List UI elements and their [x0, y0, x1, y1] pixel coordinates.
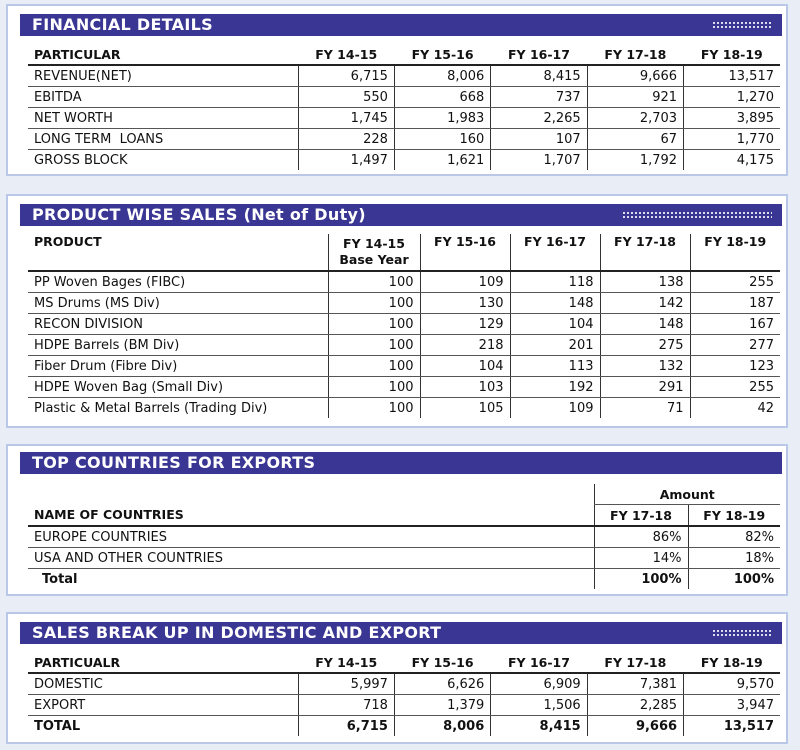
cell: 255 [690, 271, 780, 293]
table-row [28, 129, 780, 150]
cell: 18% [688, 548, 780, 569]
cell: 6,909 [491, 673, 587, 695]
cell: 100 [328, 293, 420, 314]
cell: 100 [328, 335, 420, 356]
column-header: FY 18-19 [688, 505, 780, 527]
cell: 123 [690, 356, 780, 377]
cell: 1,983 [394, 108, 490, 129]
cell: 9,570 [684, 673, 780, 695]
table-header-row [28, 505, 780, 527]
cell: 148 [510, 293, 600, 314]
cell: 105 [420, 398, 510, 419]
financial-details-table [28, 44, 780, 170]
row-label: REVENUE(NET) [28, 65, 298, 87]
table-row [28, 314, 780, 335]
cell: 109 [420, 271, 510, 293]
table-row [28, 293, 780, 314]
column-header: FY 15-16 [420, 234, 510, 271]
table-row [28, 271, 780, 293]
cell: 9,666 [587, 716, 683, 737]
row-label: LONG TERM LOANS [28, 129, 298, 150]
product-wise-sales-title-bar [20, 204, 782, 226]
cell: 138 [600, 271, 690, 293]
cell: 14% [594, 548, 688, 569]
column-header: FY 17-18 [587, 652, 683, 673]
cell: 1,792 [587, 150, 683, 171]
cell: 104 [420, 356, 510, 377]
cell: 7,381 [587, 673, 683, 695]
total-row [28, 716, 780, 737]
table-row [28, 150, 780, 171]
cell: 668 [394, 87, 490, 108]
cell: 132 [600, 356, 690, 377]
cell: 6,626 [394, 673, 490, 695]
row-label: HDPE Woven Bag (Small Div) [28, 377, 328, 398]
cell: 187 [690, 293, 780, 314]
top-countries-title: TOP COUNTRIES FOR EXPORTS [32, 453, 316, 472]
table-row [28, 335, 780, 356]
row-label: GROSS BLOCK [34, 152, 128, 168]
column-header: FY 17-18 [594, 505, 688, 527]
cell: 6,715 [298, 65, 394, 87]
dot-pattern-icon [622, 211, 772, 219]
cell: 218 [420, 335, 510, 356]
cell: 113 [510, 356, 600, 377]
row-label: EBITDA [28, 87, 298, 108]
table-row [28, 356, 780, 377]
column-header: FY 16-17 [491, 652, 587, 673]
total-row [28, 569, 780, 590]
cell: 100 [328, 377, 420, 398]
row-label: TOTAL [34, 718, 81, 734]
cell: 100% [594, 569, 688, 590]
base-year-label: Base Year [339, 252, 409, 267]
cell: 291 [600, 377, 690, 398]
cell: 3,947 [684, 695, 780, 716]
cell: 148 [600, 314, 690, 335]
product-wise-sales-table [28, 234, 780, 418]
row-label: RECON DIVISION [28, 314, 328, 335]
cell: 8,415 [491, 716, 587, 737]
row-label: MS Drums (MS Div) [28, 293, 328, 314]
column-header: PARTICULAR [28, 44, 298, 65]
financial-details-title: FINANCIAL DETAILS [32, 15, 213, 34]
sales-break-up-title: SALES BREAK UP IN DOMESTIC AND EXPORT [32, 623, 442, 642]
cell: 67 [587, 129, 683, 150]
table-row [28, 65, 780, 87]
row-label: HDPE Barrels (BM Div) [28, 335, 328, 356]
cell: 71 [600, 398, 690, 419]
financial-details-title-bar [20, 14, 782, 36]
row-label: DOMESTIC [28, 673, 298, 695]
row-label: Fiber Drum (Fibre Div) [28, 356, 328, 377]
cell: 42 [690, 398, 780, 419]
cell: 130 [420, 293, 510, 314]
cell: 6,715 [298, 716, 394, 737]
amount-header: Amount [594, 484, 780, 505]
cell: 104 [510, 314, 600, 335]
top-countries-table [28, 484, 780, 589]
cell: 13,517 [684, 716, 780, 737]
cell: 550 [298, 87, 394, 108]
column-header: PRODUCT [28, 234, 328, 271]
cell: 129 [420, 314, 510, 335]
top-countries-title-bar [20, 452, 782, 474]
cell: 107 [491, 129, 587, 150]
cell: 4,175 [684, 150, 780, 171]
cell: 118 [510, 271, 600, 293]
sales-break-up-title-bar [20, 622, 782, 644]
table-row [28, 108, 780, 129]
table-row [28, 526, 780, 548]
cell: 8,415 [491, 65, 587, 87]
cell: 8,006 [394, 65, 490, 87]
cell: 1,707 [491, 150, 587, 171]
cell: 921 [587, 87, 683, 108]
table-row [28, 87, 780, 108]
product-wise-sales-title: PRODUCT WISE SALES (Net of Duty) [32, 205, 366, 224]
column-header: NAME OF COUNTRIES [28, 505, 594, 527]
table-row [28, 377, 780, 398]
cell: 86% [594, 526, 688, 548]
column-header: FY 17-18 [600, 234, 690, 271]
cell: 5,997 [298, 673, 394, 695]
cell: 255 [690, 377, 780, 398]
table-header-row [28, 44, 780, 65]
column-header: FY 16-17 [491, 44, 587, 65]
amount-header-row [28, 484, 780, 505]
cell: 3,895 [684, 108, 780, 129]
row-label: Total [42, 571, 78, 587]
table-header-row [28, 652, 780, 673]
cell: 277 [690, 335, 780, 356]
column-header: FY 15-16 [394, 44, 490, 65]
row-label: NET WORTH [28, 108, 298, 129]
cell: 100% [688, 569, 780, 590]
product-wise-sales-panel [6, 194, 788, 428]
cell: 160 [394, 129, 490, 150]
top-countries-exports-panel [6, 444, 788, 596]
column-header: FY 18-19 [690, 234, 780, 271]
cell: 201 [510, 335, 600, 356]
cell: 109 [510, 398, 600, 419]
table-row [28, 695, 780, 716]
table-row [28, 398, 780, 419]
column-header: FY 15-16 [394, 652, 490, 673]
financial-details-panel [6, 4, 788, 176]
row-label: USA AND OTHER COUNTRIES [28, 548, 594, 569]
cell: 2,285 [587, 695, 683, 716]
dot-pattern-icon [712, 21, 772, 29]
cell: 275 [600, 335, 690, 356]
cell: 100 [328, 398, 420, 419]
cell: 1,270 [684, 87, 780, 108]
sales-break-up-panel [6, 612, 788, 744]
cell: 2,703 [587, 108, 683, 129]
cell: 103 [420, 377, 510, 398]
column-header: FY 16-17 [510, 234, 600, 271]
cell: 1,621 [394, 150, 490, 171]
table-row [28, 548, 780, 569]
cell: 718 [298, 695, 394, 716]
cell: 100 [328, 356, 420, 377]
column-header: PARTICUALR [28, 652, 298, 673]
column-header: FY 14-15 [343, 236, 405, 251]
column-header: FY 18-19 [684, 44, 780, 65]
cell: 737 [491, 87, 587, 108]
row-label: EUROPE COUNTRIES [28, 526, 594, 548]
sales-break-up-table [28, 652, 780, 736]
cell: 1,745 [298, 108, 394, 129]
cell: 1,497 [298, 150, 394, 171]
table-header-row [28, 234, 780, 271]
cell: 9,666 [587, 65, 683, 87]
cell: 2,265 [491, 108, 587, 129]
dot-pattern-icon [712, 629, 772, 637]
cell: 8,006 [394, 716, 490, 737]
cell: 13,517 [684, 65, 780, 87]
row-label: PP Woven Bages (FIBC) [28, 271, 328, 293]
cell: 167 [690, 314, 780, 335]
cell: 82% [688, 526, 780, 548]
cell: 1,770 [684, 129, 780, 150]
column-header: FY 17-18 [587, 44, 683, 65]
cell: 100 [328, 271, 420, 293]
table-row [28, 673, 780, 695]
column-header: FY 14-15 [298, 652, 394, 673]
column-header: FY 14-15 [298, 44, 394, 65]
row-label: Plastic & Metal Barrels (Trading Div) [34, 400, 268, 416]
cell: 142 [600, 293, 690, 314]
column-header-base-year [328, 234, 420, 271]
cell: 1,506 [491, 695, 587, 716]
cell: 100 [328, 314, 420, 335]
cell: 1,379 [394, 695, 490, 716]
column-header: FY 18-19 [684, 652, 780, 673]
cell: 192 [510, 377, 600, 398]
row-label: EXPORT [28, 695, 298, 716]
cell: 228 [298, 129, 394, 150]
